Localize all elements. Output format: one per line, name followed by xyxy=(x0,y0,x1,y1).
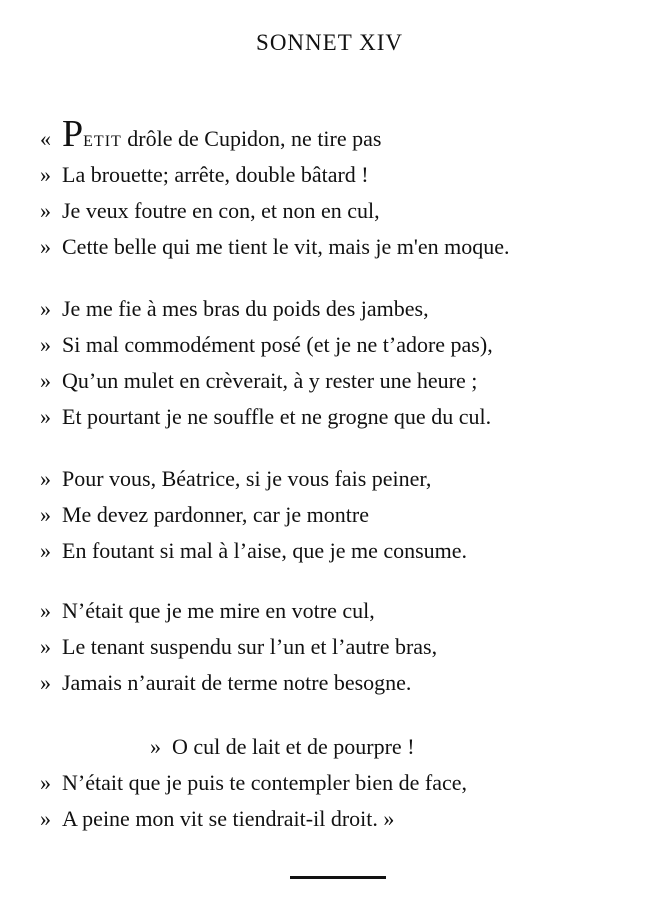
page-title: SONNET XIV xyxy=(256,30,403,55)
verse-text: Si mal commodément posé (et je ne t’adore pas), xyxy=(62,332,493,357)
verse-line xyxy=(40,464,431,494)
verse-line xyxy=(40,536,467,566)
drop-cap: P xyxy=(62,113,84,155)
verse-text: En foutant si mal à l’aise, que je me consume. xyxy=(62,538,468,563)
verse-text: Jamais n’aurait de terme notre besogne. xyxy=(62,670,412,695)
quote-mark: » xyxy=(40,368,51,393)
quote-mark: » xyxy=(40,466,51,491)
quote-mark: » xyxy=(40,806,51,831)
verse-line xyxy=(40,402,491,432)
quote-mark: » xyxy=(40,502,51,527)
small-caps-text: ETIT xyxy=(83,133,122,150)
quote-mark: » xyxy=(40,198,51,223)
verse-line xyxy=(40,804,394,834)
quote-mark: » xyxy=(40,598,51,623)
quote-mark: » xyxy=(40,162,51,187)
verse-text: Je me fie à mes bras du poids des jambes, xyxy=(62,296,429,321)
verse-line xyxy=(40,668,411,698)
verse-line xyxy=(40,366,477,396)
verse-line xyxy=(40,196,380,226)
verse-line xyxy=(40,768,467,798)
verse-text: La brouette; arrête, double bâtard ! xyxy=(62,162,369,187)
verse-text: A peine mon vit se tiendrait-il droit. » xyxy=(62,806,395,831)
quote-mark: » xyxy=(40,404,51,429)
verse-text: Et pourtant je ne souffle et ne grogne que du cul. xyxy=(62,404,492,429)
verse-line xyxy=(150,732,415,762)
verse-line xyxy=(40,232,510,262)
verse-line xyxy=(40,160,369,190)
verse-text: Je veux foutre en con, et non en cul, xyxy=(62,198,380,223)
quote-mark: » xyxy=(40,670,51,695)
verse-text: O cul de lait et de pourpre ! xyxy=(172,734,415,759)
verse-line xyxy=(40,113,382,157)
quote-mark: » xyxy=(40,770,51,795)
quote-mark: » xyxy=(150,734,161,759)
verse-text: drôle de Cupidon, ne tire pas xyxy=(121,126,382,151)
verse-line xyxy=(40,500,369,530)
quote-mark: » xyxy=(40,332,51,357)
verse-text: Le tenant suspendu sur l’un et l’autre bras, xyxy=(62,634,438,659)
quote-mark: » xyxy=(40,234,51,259)
quote-mark: » xyxy=(40,538,51,563)
verse-text: N’était que je me mire en votre cul, xyxy=(62,598,375,623)
verse-text: N’était que je puis te contempler bien de face, xyxy=(62,770,467,795)
verse-line xyxy=(40,294,429,324)
quote-mark: « xyxy=(40,126,51,151)
verse-line xyxy=(40,596,375,626)
verse-text: Me devez pardonner, car je montre xyxy=(62,502,369,527)
verse-text: Cette belle qui me tient le vit, mais je m'en moque. xyxy=(62,234,510,259)
verse-line xyxy=(40,632,437,662)
quote-mark: » xyxy=(40,634,51,659)
quote-mark: » xyxy=(40,296,51,321)
verse-text: Pour vous, Béatrice, si je vous fais peiner, xyxy=(62,466,432,491)
end-rule-divider xyxy=(290,876,386,879)
verse-line xyxy=(40,330,493,360)
verse-text: Qu’un mulet en crèverait, à y rester une heure ; xyxy=(62,368,478,393)
